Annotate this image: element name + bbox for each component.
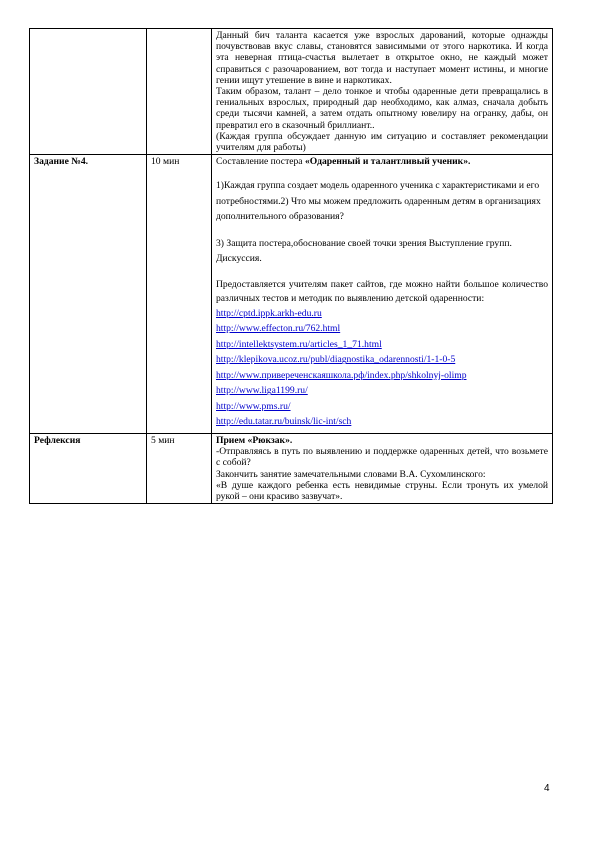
task4-title bbox=[216, 156, 548, 167]
task4-point1: 1)Каждая группа создает модель одаренного ученика с характеристиками и его потребностями.2) Что мы можем предложить одаренным детям в организациях дополнительного образования? bbox=[216, 180, 541, 223]
reflection-label: Рефлексия bbox=[34, 434, 81, 446]
task4-label: Задание №4. bbox=[34, 156, 89, 168]
table-row-continuation bbox=[30, 29, 553, 155]
reflection-closing: Закончить занятие замечательными словами В.А. Сухомлинского: bbox=[216, 468, 486, 480]
site-link[interactable]: http://cptd.ippk.arkh-edu.ru bbox=[216, 307, 322, 319]
time-cell-task4 bbox=[147, 155, 212, 434]
paragraph-conclusion: Таким образом, талант – дело тонкое и чтобы одаренные дети превращались в гениальных взрослых, природный дар необходимо, как алмаз, сначала добыть среди тысячи камней, а затем отдать опытному ювелиру на огранку, дабы, он превратил его в сказочный бриллиант.. bbox=[216, 86, 548, 131]
task4-title-bold: «Одаренный и талантливый ученик». bbox=[304, 156, 471, 168]
time-cell-reflection bbox=[147, 433, 212, 503]
site-link[interactable]: http://klepikova.ucoz.ru/publ/diagnostika_odarennosti/1-1-0-5 bbox=[216, 354, 456, 366]
task4-title-plain: Составление постера bbox=[216, 156, 305, 168]
paragraph-group-instruction: (Каждая группа обсуждает данную им ситуацию и составляет рекомендации учителям для работы) bbox=[216, 130, 548, 154]
content-cell-reflection bbox=[212, 433, 553, 503]
reflection-question: -Отправляясь в путь по выявлению и поддержке одаренных детей, что возьмете с собой? bbox=[216, 446, 548, 469]
site-link[interactable]: http://www.effecton.ru/762.html bbox=[216, 323, 341, 335]
content-cell-task4 bbox=[212, 155, 553, 434]
site-link[interactable]: http://www.pms.ru/ bbox=[216, 400, 291, 412]
reflection-time: 5 мин bbox=[151, 434, 175, 446]
time-cell-empty bbox=[147, 29, 212, 155]
site-link[interactable]: http://www.привереченскаяшкола.рф/index.php/shkolnyj-olimp bbox=[216, 369, 467, 381]
site-links-list bbox=[216, 306, 548, 430]
table-row-reflection bbox=[30, 433, 553, 503]
lesson-plan-table bbox=[29, 28, 553, 504]
task4-time: 10 мин bbox=[151, 156, 180, 168]
content-cell-continuation bbox=[212, 29, 553, 155]
stage-cell-reflection bbox=[30, 433, 147, 503]
site-link[interactable]: http://www.liga1199.ru/ bbox=[216, 385, 308, 397]
stage-cell-task4 bbox=[30, 155, 147, 434]
table-row-task4 bbox=[30, 155, 553, 434]
reflection-quote: «В душе каждого ребенка есть невидимые струны. Если тронуть их умелой рукой – они красиво зазвучат». bbox=[216, 479, 548, 502]
task4-sites-intro: Предоставляется учителям пакет сайтов, где можно найти большое количество различных тестов и методик по выявлению детской одаренности: bbox=[216, 278, 548, 304]
site-link[interactable]: http://intellektsystem.ru/articles_1_71.html bbox=[216, 338, 382, 350]
reflection-title: Прием «Рюкзак». bbox=[216, 434, 293, 446]
site-link[interactable]: http://edu.tatar.ru/buinsk/lic-int/sch bbox=[216, 416, 352, 428]
task4-point3: 3) Защита постера,обоснование своей точки зрения Выступление групп. Дискуссия. bbox=[216, 237, 512, 265]
page-number: 4 bbox=[544, 783, 550, 794]
stage-cell-empty bbox=[30, 29, 147, 155]
paragraph-talent-curse: Данный бич таланта касается уже взрослых дарований, которые однажды почувствовав вкус славы, становятся зависимыми от этого наркотика. И когда эта неверная птица-счастья вылетает в открытое окно, не каждый может справиться с разочарованием, вот тогда и наступает момент истины, и многие гении ищут утешение в вине и наркотиках. bbox=[216, 30, 548, 86]
